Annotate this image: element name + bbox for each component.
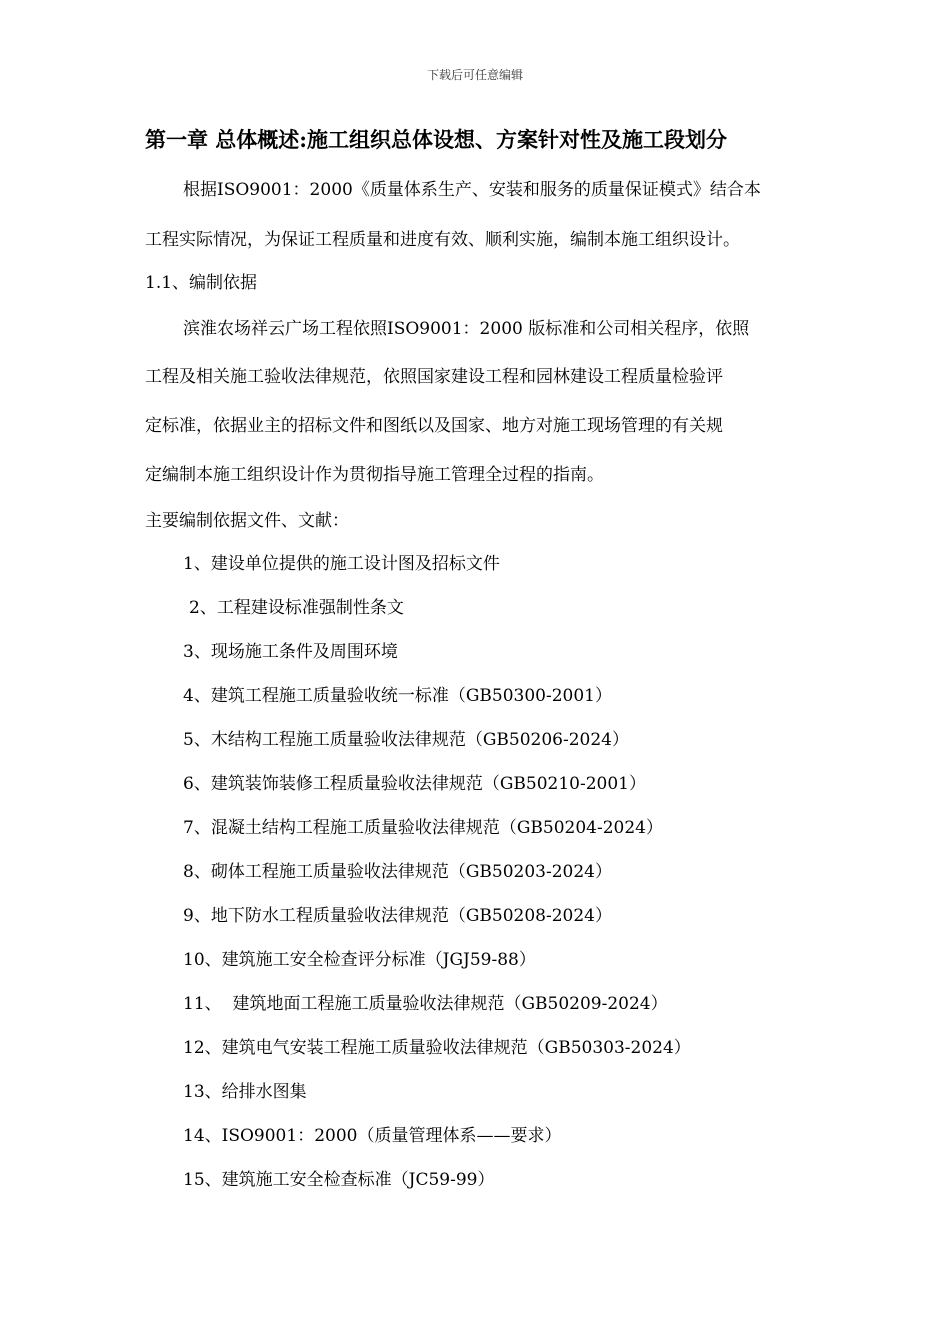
page-header: 下载后可任意编辑 xyxy=(426,68,523,82)
list-item: 6、建筑装饰装修工程质量验收法律规范（GB50210-2001） xyxy=(183,774,646,794)
para-line-2: 工程及相关施工验收法律规范，依照国家建设工程和园林建设工程质量检验评 xyxy=(145,367,723,387)
list-item: 13、给排水图集 xyxy=(183,1082,307,1102)
list-item: 15、建筑施工安全检查标准（JC59-99） xyxy=(183,1170,495,1190)
chapter-title: 第一章 总体概述:施工组织总体设想、方案针对性及施工段划分 xyxy=(145,127,728,152)
list-item: 9、地下防水工程质量验收法律规范（GB50208-2024） xyxy=(183,906,612,926)
list-item: 14、ISO9001：2000（质量管理体系——要求） xyxy=(183,1126,562,1146)
list-item: 10、建筑施工安全检查评分标准（JGJ59-88） xyxy=(183,950,536,970)
list-item: 4、建筑工程施工质量验收统一标准（GB50300-2001） xyxy=(183,686,612,706)
para-line-3: 定标准，依据业主的招标文件和图纸以及国家、地方对施工现场管理的有关规 xyxy=(145,416,723,436)
intro-line-1: 根据ISO9001：2000《质量体系生产、安装和服务的质量保证模式》结合本 xyxy=(183,180,761,200)
list-heading: 主要编制依据文件、文献： xyxy=(145,511,349,531)
list-item: 5、木结构工程施工质量验收法律规范（GB50206-2024） xyxy=(183,730,629,750)
list-item: 8、砌体工程施工质量验收法律规范（GB50203-2024） xyxy=(183,862,612,882)
section-heading: 1.1、编制依据 xyxy=(145,273,258,293)
list-item: 1、建设单位提供的施工设计图及招标文件 xyxy=(183,554,500,574)
list-item: 3、现场施工条件及周围环境 xyxy=(183,642,398,662)
para-line-4: 定编制本施工组织设计作为贯彻指导施工管理全过程的指南。 xyxy=(145,465,604,485)
list-item: 7、混凝土结构工程施工质量验收法律规范（GB50204-2024） xyxy=(183,818,663,838)
intro-line-2: 工程实际情况，为保证工程质量和进度有效、顺利实施，编制本施工组织设计。 xyxy=(145,230,740,250)
list-item: 2、工程建设标准强制性条文 xyxy=(189,598,404,618)
list-item: 12、建筑电气安装工程施工质量验收法律规范（GB50303-2024） xyxy=(183,1038,691,1058)
para-line-1: 滨淮农场祥云广场工程依照ISO9001：2000 版标准和公司相关程序，依照 xyxy=(183,319,750,339)
list-item: 11、 建筑地面工程施工质量验收法律规范（GB50209-2024） xyxy=(183,994,668,1014)
